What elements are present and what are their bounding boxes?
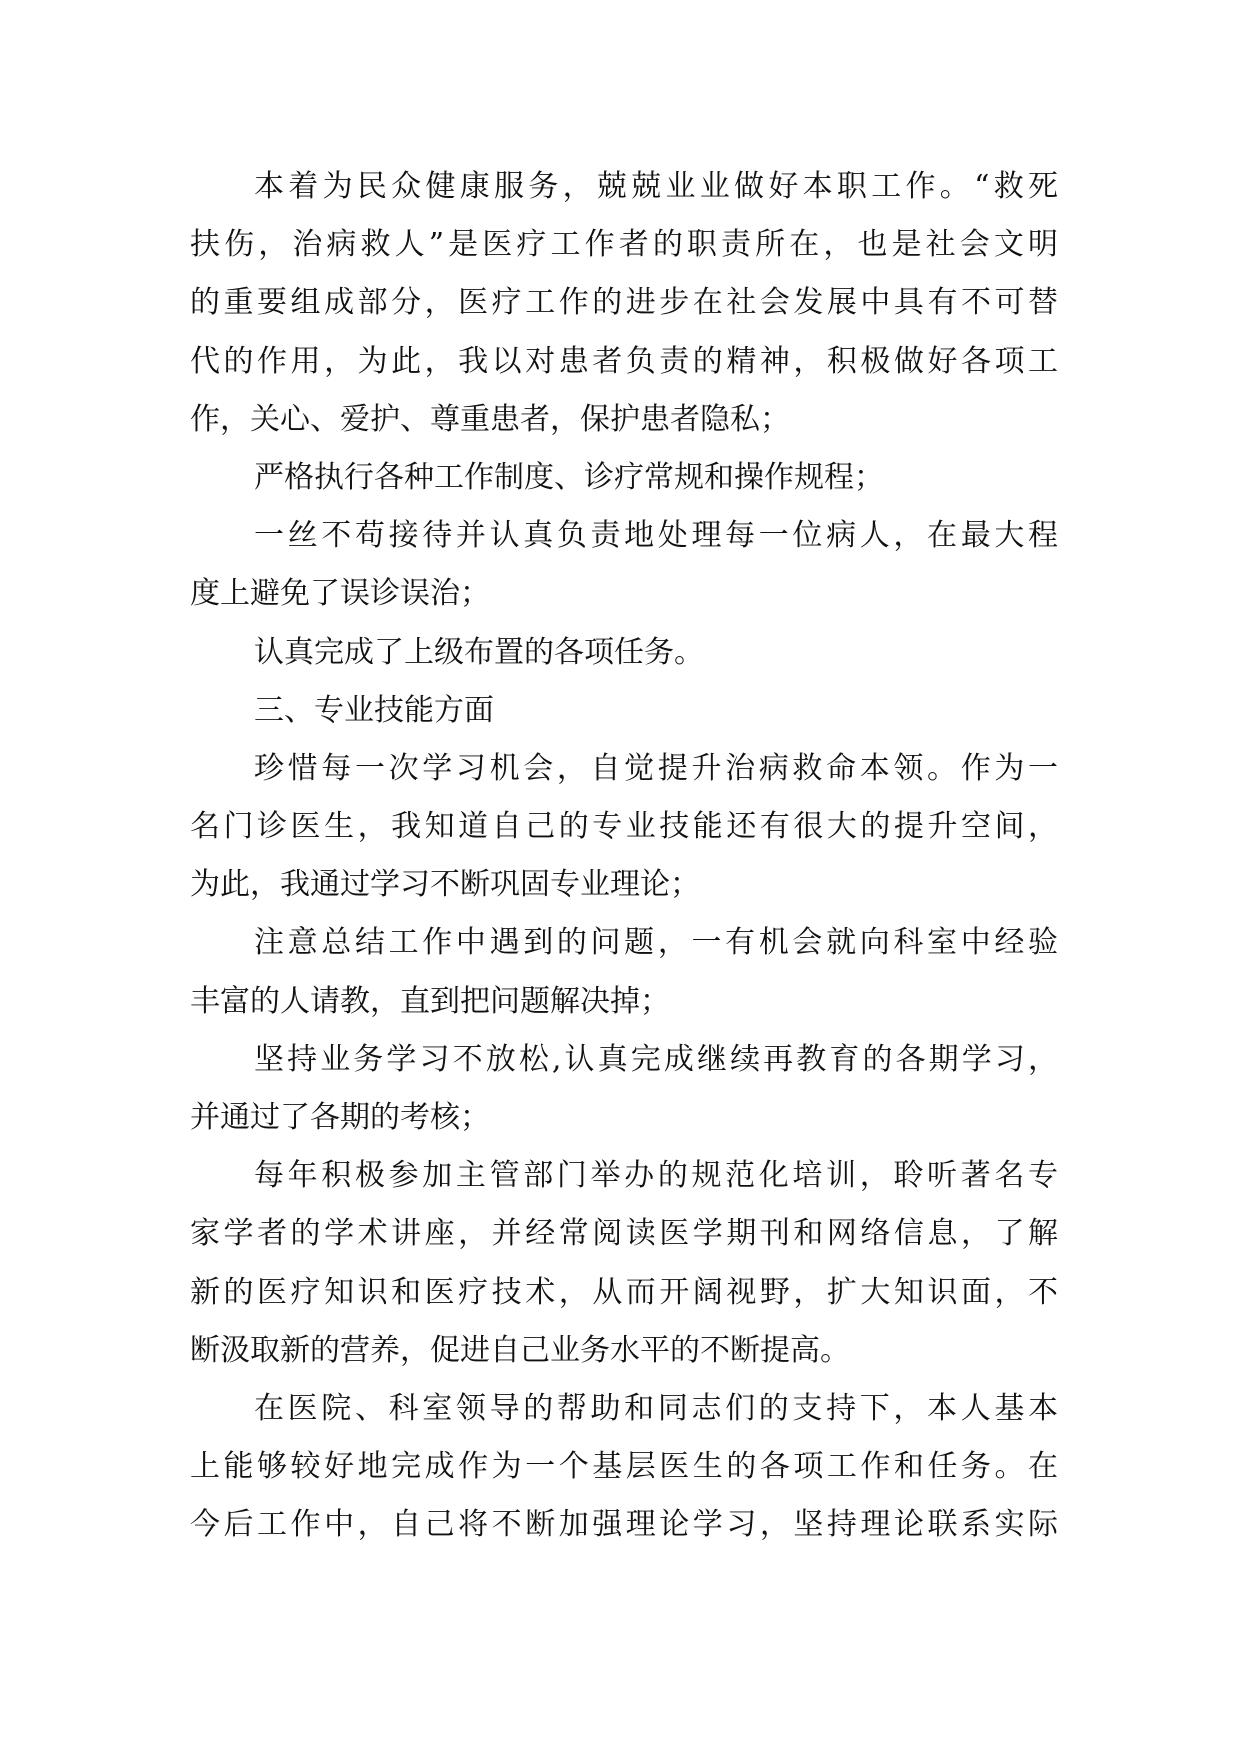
text-line: 一丝不苟接待并认真负责地处理每一位病人，在最大程 (254, 518, 1058, 554)
text-line: 新的医疗知识和医疗技术，从而开阔视野，扩大知识面，不 (190, 1274, 1058, 1310)
text-line: 代的作用，为此，我以对患者负责的精神，积极做好各项工 (190, 343, 1058, 379)
text-line: 三、专业技能方面 (254, 692, 494, 728)
document-body (190, 158, 1058, 1555)
text-line: 严格执行各种工作制度、诊疗常规和操作规程； (254, 459, 884, 495)
text-line: 上能够较好地完成作为一个基层医生的各项工作和任务。在 (190, 1449, 1058, 1485)
text-line: 度上避免了误诊误治； (190, 576, 490, 612)
text-line: 断汲取新的营养，促进自己业务水平的不断提高。 (190, 1332, 850, 1368)
text-line: 并通过了各期的考核； (190, 1100, 490, 1135)
text-line: 家学者的学术讲座，并经常阅读医学期刊和网络信息，了解 (190, 1216, 1058, 1252)
text-line: 认真完成了上级布置的各项任务。 (254, 634, 704, 670)
text-line: 的重要组成部分，医疗工作的进步在社会发展中具有不可替 (190, 285, 1058, 321)
text-line: 在医院、科室领导的帮助和同志们的支持下，本人基本 (254, 1390, 1058, 1426)
text-line: 每年积极参加主管部门举办的规范化培训，聆听著名专 (254, 1158, 1058, 1194)
text-line: 注意总结工作中遇到的问题，一有机会就向科室中经验 (254, 925, 1058, 961)
text-line: 坚持业务学习不放松,认真完成继续再教育的各期学习， (254, 1041, 1058, 1077)
text-line: 今后工作中，自己将不断加强理论学习，坚持理论联系实际 (190, 1507, 1058, 1543)
text-line: 丰富的人请教，直到把问题解决掉； (190, 983, 670, 1019)
text-line: 珍惜每一次学习机会，自觉提升治病救命本领。作为一 (254, 750, 1058, 786)
text-line: 作，关心、爱护、尊重患者，保护患者隐私； (190, 401, 790, 437)
text-line: 为此，我通过学习不断巩固专业理论； (190, 867, 700, 903)
text-line: 扶伤，治病救人”是医疗工作者的职责所在，也是社会文明 (190, 227, 1058, 263)
text-line: 名门诊医生，我知道自己的专业技能还有很大的提升空间， (190, 809, 1058, 845)
text-line: 本着为民众健康服务，兢兢业业做好本职工作。“救死 (254, 169, 1058, 204)
